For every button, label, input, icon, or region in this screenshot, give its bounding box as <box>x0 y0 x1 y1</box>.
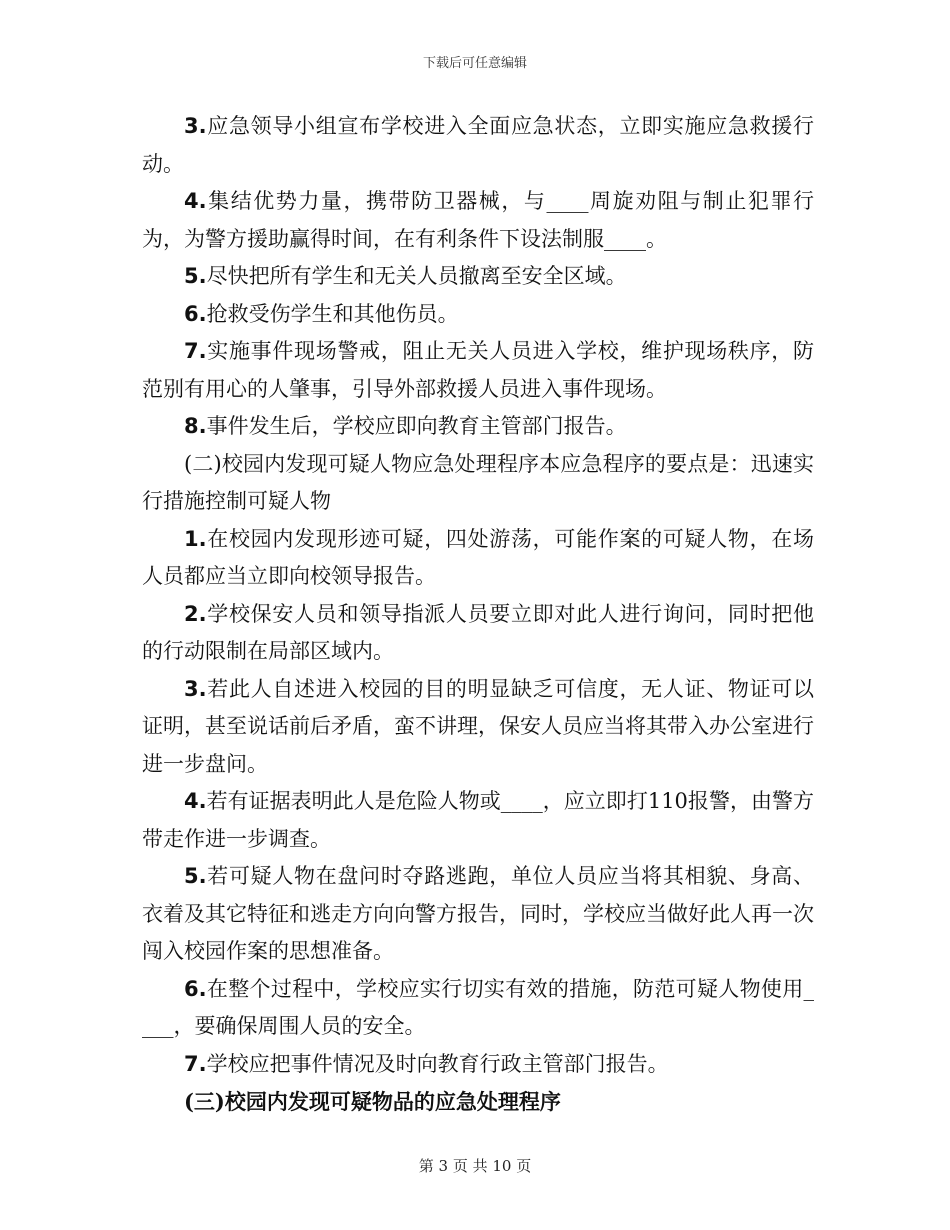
paragraph-text: 在整个过程中，学校应实行切实有效的措施，防范可疑人物使用____，要确保周围人员的安全。 <box>142 976 814 1038</box>
page-footer: 第 3 页 共 10 页 <box>418 1157 532 1175</box>
paragraph-item-6 <box>142 296 814 334</box>
item-number: 1. <box>184 526 207 551</box>
paragraph-text: 尽快把所有学生和无关人员撤离至安全区域。 <box>206 264 627 288</box>
paragraph-item-3 <box>142 108 814 183</box>
paragraph-item-3b <box>142 671 814 784</box>
paragraph-text: 学校应把事件情况及时向教育行政主管部门报告。 <box>206 1051 669 1076</box>
item-number: 6. <box>184 301 207 326</box>
item-number: 2. <box>184 601 207 626</box>
paragraph-item-4 <box>142 183 814 258</box>
paragraph-item-5b <box>142 858 814 971</box>
paragraph-item-2 <box>142 596 814 671</box>
paragraph-text: 若此人自述进入校园的目的明显缺乏可信度，无人证、物证可以证明，甚至说话前后矛盾，蛮不讲理，保安人员应当将其带入办公室进行进一步盘问。 <box>142 676 814 776</box>
item-number: 5. <box>184 264 207 288</box>
section-two-intro <box>142 446 814 521</box>
paragraph-text: (二)校园内发现可疑人物应急处理程序本应急程序的要点是：迅速实行措施控制可疑人物 <box>142 451 814 513</box>
item-number: 6. <box>184 976 207 1001</box>
paragraph-item-8 <box>142 408 814 446</box>
item-number: 4. <box>184 189 207 213</box>
paragraph-item-1 <box>142 521 814 596</box>
paragraph-text: 抢救受伤学生和其他伤员。 <box>206 301 459 326</box>
item-number: 7. <box>184 1051 207 1076</box>
item-number: 3. <box>184 676 207 701</box>
page-header: 下载后可任意编辑 <box>422 56 527 71</box>
paragraph-item-6b <box>142 971 814 1046</box>
item-number: 7. <box>184 339 207 363</box>
paragraph-text: 若可疑人物在盘问时夺路逃跑，单位人员应当将其相貌、身高、衣着及其它特征和逃走方向向警方报告，同时，学校应当做好此人再一次闯入校园作案的思想准备。 <box>142 864 814 963</box>
paragraph-text: 应急领导小组宣布学校进入全面应急状态，立即实施应急救援行动。 <box>142 114 814 176</box>
paragraph-item-5 <box>142 258 814 296</box>
paragraph-item-4b <box>142 783 814 858</box>
paragraph-text: 在校园内发现形迹可疑，四处游荡，可能作案的可疑人物，在场人员都应当立即向校领导报告。 <box>142 526 814 588</box>
paragraph-text: 学校保安人员和领导指派人员要立即对此人进行询问，同时把他的行动限制在局部区域内。 <box>142 601 814 663</box>
section-three-heading: (三)校园内发现可疑物品的应急处理程序 <box>184 1089 561 1114</box>
paragraph-text: 若有证据表明此人是危险人物或____，应立即打110报警，由警方带走作进一步调查。 <box>142 789 814 851</box>
paragraph-item-7b <box>142 1046 814 1084</box>
paragraph-text: 实施事件现场警戒，阻止无关人员进入学校，维护现场秩序，防范别有用心的人肇事，引导外部救援人员进入事件现场。 <box>142 339 814 401</box>
paragraph-item-7 <box>142 333 814 408</box>
item-number: 8. <box>184 414 207 438</box>
paragraph-text: 事件发生后，学校应即向教育主管部门报告。 <box>206 414 627 438</box>
document-body <box>142 108 814 1121</box>
paragraph-text: 集结优势力量，携带防卫器械，与____周旋劝阻与制止犯罪行为，为警方援助赢得时间，在有利条件下设法制服____。 <box>142 189 814 251</box>
item-number: 5. <box>184 864 207 888</box>
item-number: 4. <box>184 789 207 813</box>
item-number: 3. <box>184 114 207 138</box>
